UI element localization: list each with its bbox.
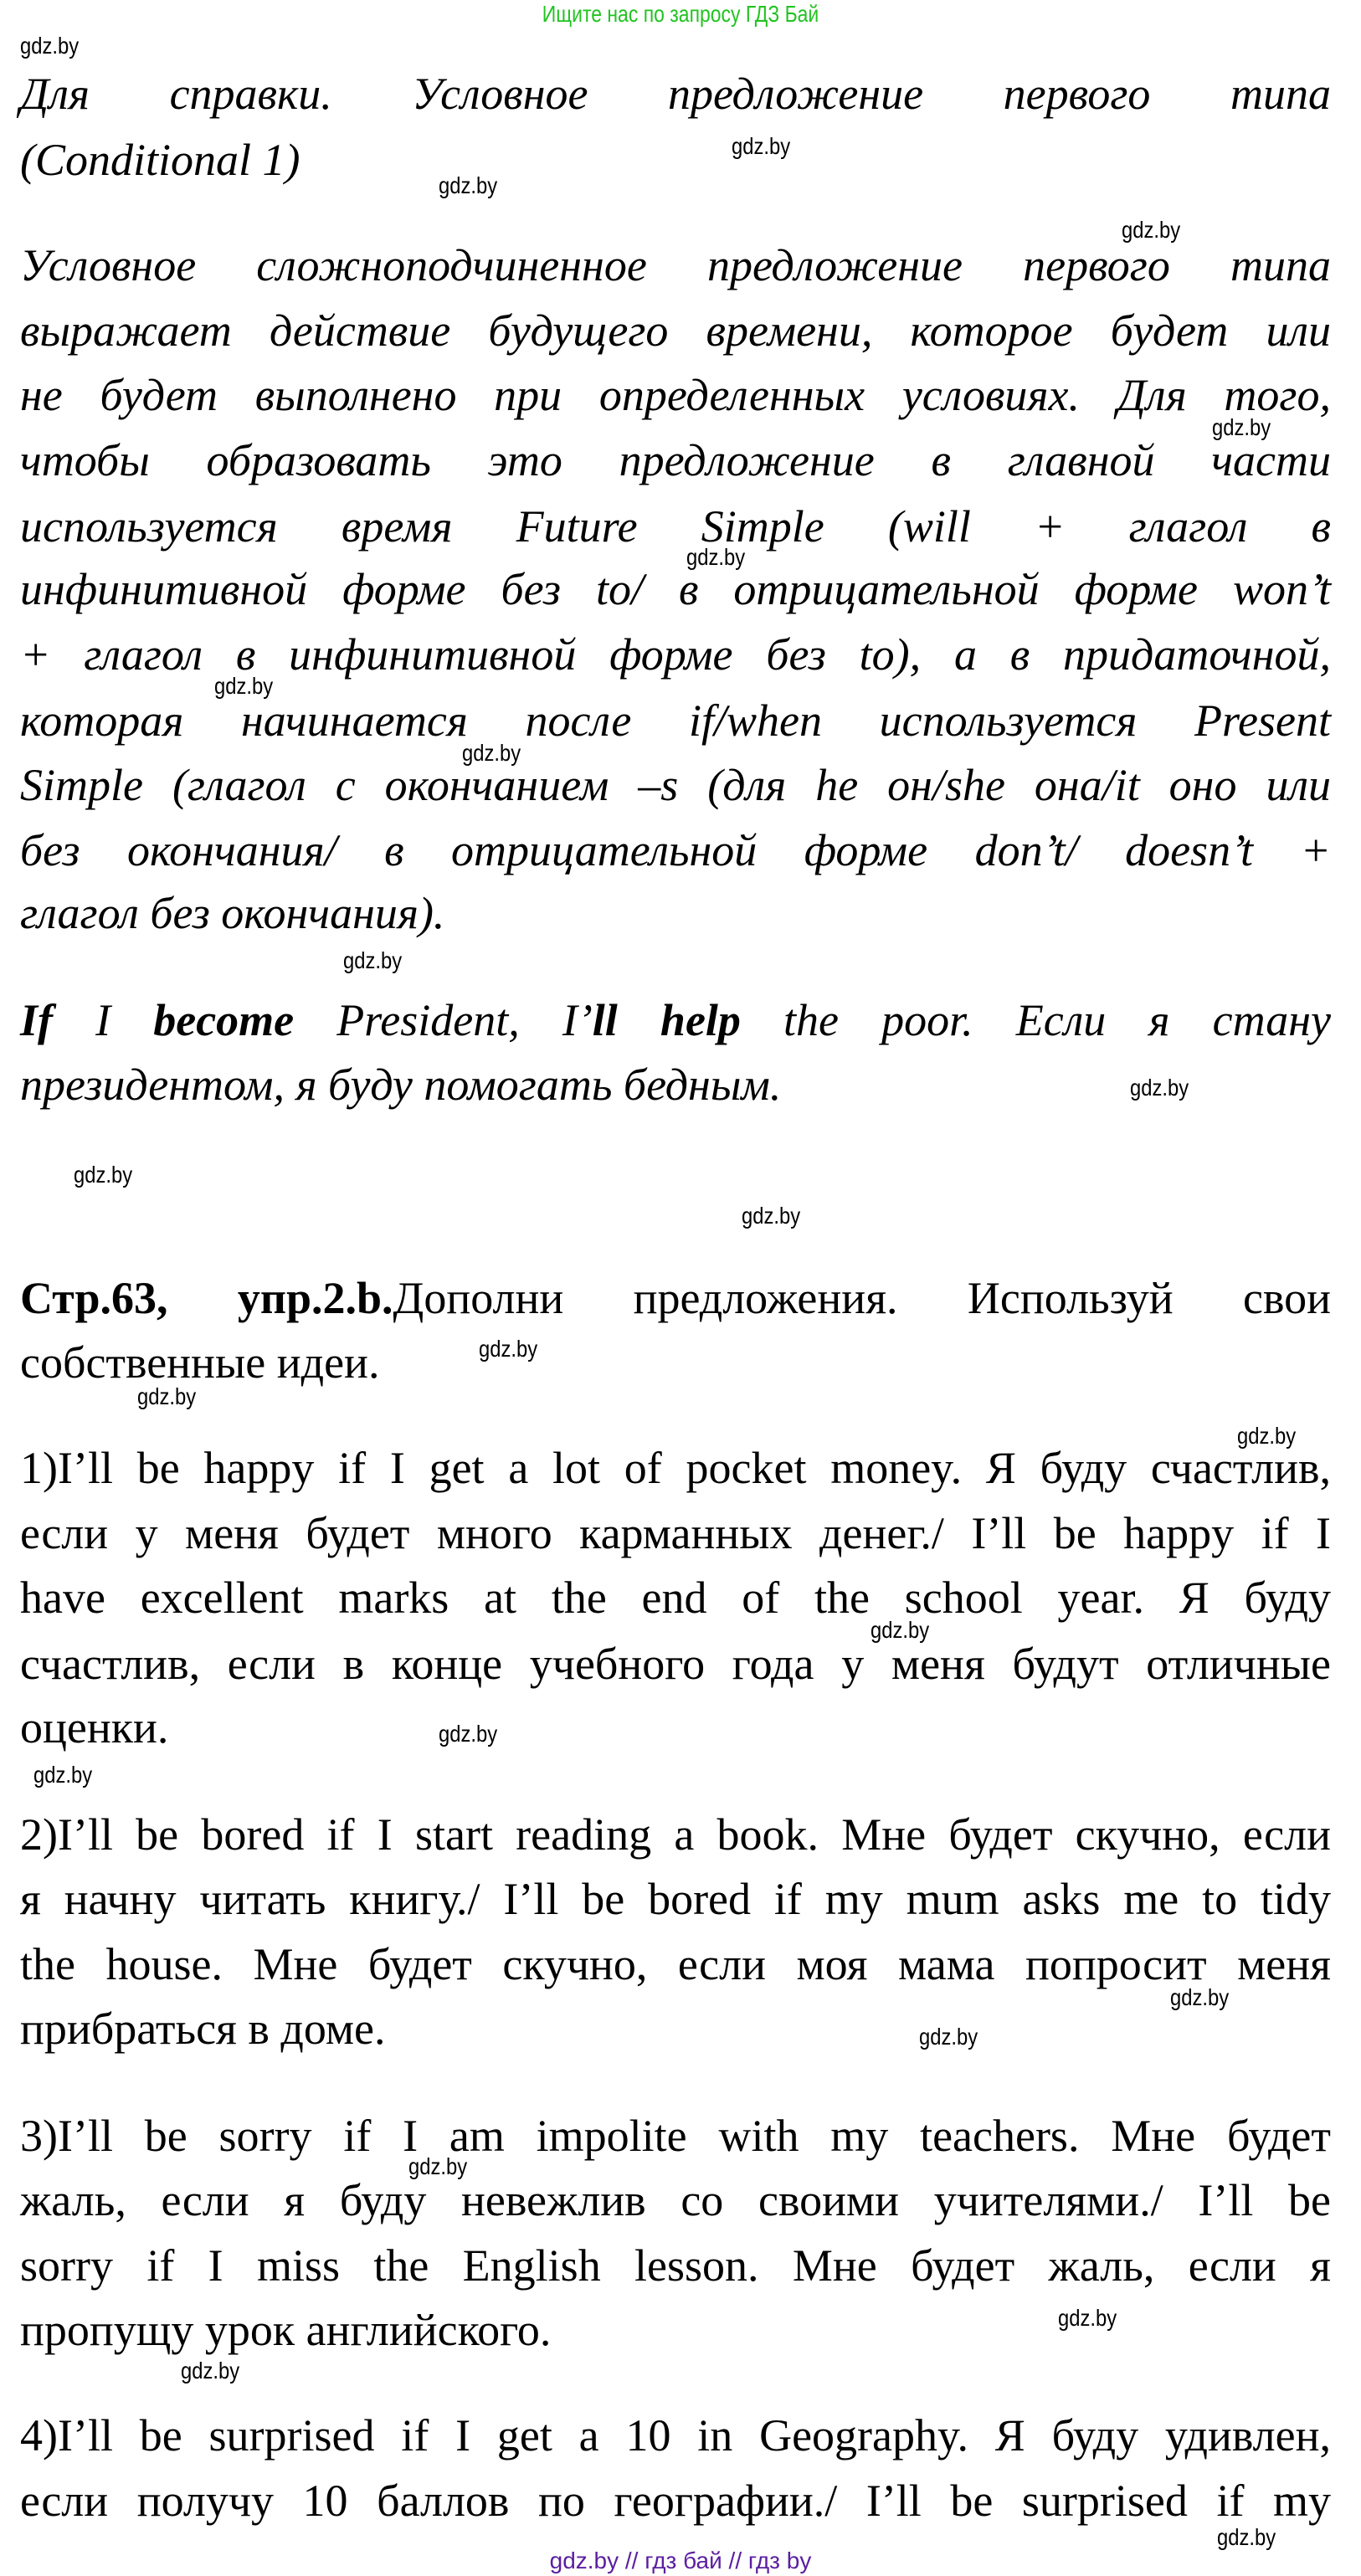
watermark: gdz.by xyxy=(1130,1075,1189,1101)
text-segment: выражает действие будущего времени, которое будет или xyxy=(20,305,1331,356)
watermark: gdz.by xyxy=(742,1203,801,1229)
text-segment: используется время Future Simple (will + глагол в xyxy=(20,501,1331,552)
text-line xyxy=(20,238,1331,293)
text-line xyxy=(20,303,1331,358)
watermark: gdz.by xyxy=(871,1617,930,1643)
watermark: gdz.by xyxy=(1122,217,1181,243)
text-segment: 4)I’ll be surprised if I get a 10 in Geography. Я буду удивлен, xyxy=(20,2410,1331,2461)
bold-text: Стр.63, упр.2.b. xyxy=(20,1273,393,1323)
text-segment: не будет выполнено при определенных условиях. Для того, xyxy=(20,370,1331,420)
text-line xyxy=(20,1807,1331,1862)
text-segment: счастлив, если в конце учебного года у меня будут отличные xyxy=(20,1639,1331,1689)
text-line xyxy=(20,1570,1331,1625)
text-segment: оценки. xyxy=(20,1702,169,1752)
text-segment: the poor. Если я стану xyxy=(740,995,1332,1045)
text-line xyxy=(20,433,1331,488)
text-line xyxy=(20,2108,1331,2163)
text-segment: глагол без окончания). xyxy=(20,888,445,938)
text-segment: чтобы образовать это предложение в главной части xyxy=(20,435,1331,485)
text-line xyxy=(20,823,1331,878)
watermark: gdz.by xyxy=(462,740,521,766)
watermark: gdz.by xyxy=(181,2358,240,2384)
text-line xyxy=(20,1871,1331,1927)
watermark: gdz.by xyxy=(919,2024,978,2050)
text-segment: если у меня будет много карманных денег./ I’ll be happy if I xyxy=(20,1508,1331,1558)
text-line xyxy=(20,132,1331,187)
footer-banner: gdz.by // гдз бай // гдз by xyxy=(549,2548,812,2573)
watermark: gdz.by xyxy=(1058,2305,1117,2331)
text-segment: Для справки. Условное предложение первого типа xyxy=(20,69,1331,119)
text-line xyxy=(20,1440,1331,1496)
text-segment: прибраться в доме. xyxy=(20,2004,386,2054)
text-segment: the house. Мне будет скучно, если моя мама попросит меня xyxy=(20,1939,1331,1989)
text-line xyxy=(20,2302,1331,2358)
watermark: gdz.by xyxy=(1237,1423,1297,1449)
text-segment: Simple (глагол с окончанием –s (для he он/she она/it оно или xyxy=(20,760,1331,810)
text-segment: без окончания/ в отрицательной форме don’t/ doesn’t + xyxy=(20,825,1331,875)
bold-text: If xyxy=(20,995,53,1045)
text-segment: собственные идеи. xyxy=(20,1337,380,1388)
header-banner: Ищите нас по запросу ГДЗ Бай xyxy=(542,1,819,27)
watermark: gdz.by xyxy=(479,1336,538,1362)
watermark: gdz.by xyxy=(1217,2524,1276,2550)
watermark: gdz.by xyxy=(20,33,80,59)
text-line xyxy=(20,1335,1331,1390)
text-segment: инфинитивной форме без to/ в отрицательной форме won’t xyxy=(20,564,1331,614)
watermark: gdz.by xyxy=(1212,414,1271,440)
text-segment: я начну читать книгу./ I’ll be bored if my mum asks me to tidy xyxy=(20,1874,1331,1924)
text-line xyxy=(20,993,1331,1048)
watermark: gdz.by xyxy=(137,1383,197,1409)
watermark: gdz.by xyxy=(732,133,791,159)
watermark: gdz.by xyxy=(343,947,403,973)
text-segment: 2)I’ll be bored if I start reading a book. Мне будет скучно, если xyxy=(20,1809,1331,1860)
bold-text: become xyxy=(153,995,295,1045)
bold-text: ll help xyxy=(592,995,741,1045)
text-line xyxy=(20,2001,1331,2056)
text-segment: пропущу урок английского. xyxy=(20,2305,552,2355)
watermark: gdz.by xyxy=(408,2153,468,2179)
text-line xyxy=(20,757,1331,813)
text-line xyxy=(20,1636,1331,1691)
text-line xyxy=(20,66,1331,121)
watermark: gdz.by xyxy=(214,673,274,699)
text-segment: Условное сложноподчиненное предложение первого типа xyxy=(20,240,1331,290)
text-line xyxy=(20,1937,1331,1992)
text-segment: (Conditional 1) xyxy=(20,135,300,185)
watermark: gdz.by xyxy=(439,1721,498,1747)
text-segment: 1)I’ll be happy if I get a lot of pocket money. Я буду счастлив, xyxy=(20,1443,1331,1493)
text-line xyxy=(20,1700,1331,1755)
text-line xyxy=(20,367,1331,423)
text-segment: жаль, если я буду невежлив со своими учителями./ I’ll be xyxy=(20,2175,1331,2225)
watermark: gdz.by xyxy=(686,544,746,570)
text-line xyxy=(20,499,1331,554)
watermark: gdz.by xyxy=(33,1762,93,1788)
text-segment: have excellent marks at the end of the school year. Я буду xyxy=(20,1573,1331,1623)
text-segment: 3)I’ll be sorry if I am impolite with my teachers. Мне будет xyxy=(20,2111,1331,2161)
text-segment: sorry if I miss the English lesson. Мне будет жаль, если я xyxy=(20,2240,1331,2291)
text-line xyxy=(20,2173,1331,2228)
watermark: gdz.by xyxy=(1170,1984,1230,2010)
text-segment: которая начинается после if/when используется Present xyxy=(20,695,1331,746)
text-line xyxy=(20,885,1331,941)
text-segment: + глагол в инфинитивной форме без to), а в придаточной, xyxy=(20,629,1331,680)
text-line xyxy=(20,2473,1331,2528)
text-line xyxy=(20,693,1331,748)
text-segment: президентом, я буду помогать бедным. xyxy=(20,1060,782,1110)
watermark: gdz.by xyxy=(74,1162,133,1188)
text-line xyxy=(20,2238,1331,2293)
text-line xyxy=(20,1270,1331,1326)
text-line xyxy=(20,1506,1331,1561)
text-segment: если получу 10 баллов по географии./ I’ll be surprised if my xyxy=(20,2476,1331,2526)
text-line xyxy=(20,2408,1331,2463)
text-segment: President, I’ xyxy=(294,995,593,1045)
text-segment: Дополни предложения. Используй свои xyxy=(393,1273,1332,1323)
watermark: gdz.by xyxy=(439,172,498,198)
text-line xyxy=(20,562,1331,617)
text-segment: I xyxy=(53,995,154,1045)
